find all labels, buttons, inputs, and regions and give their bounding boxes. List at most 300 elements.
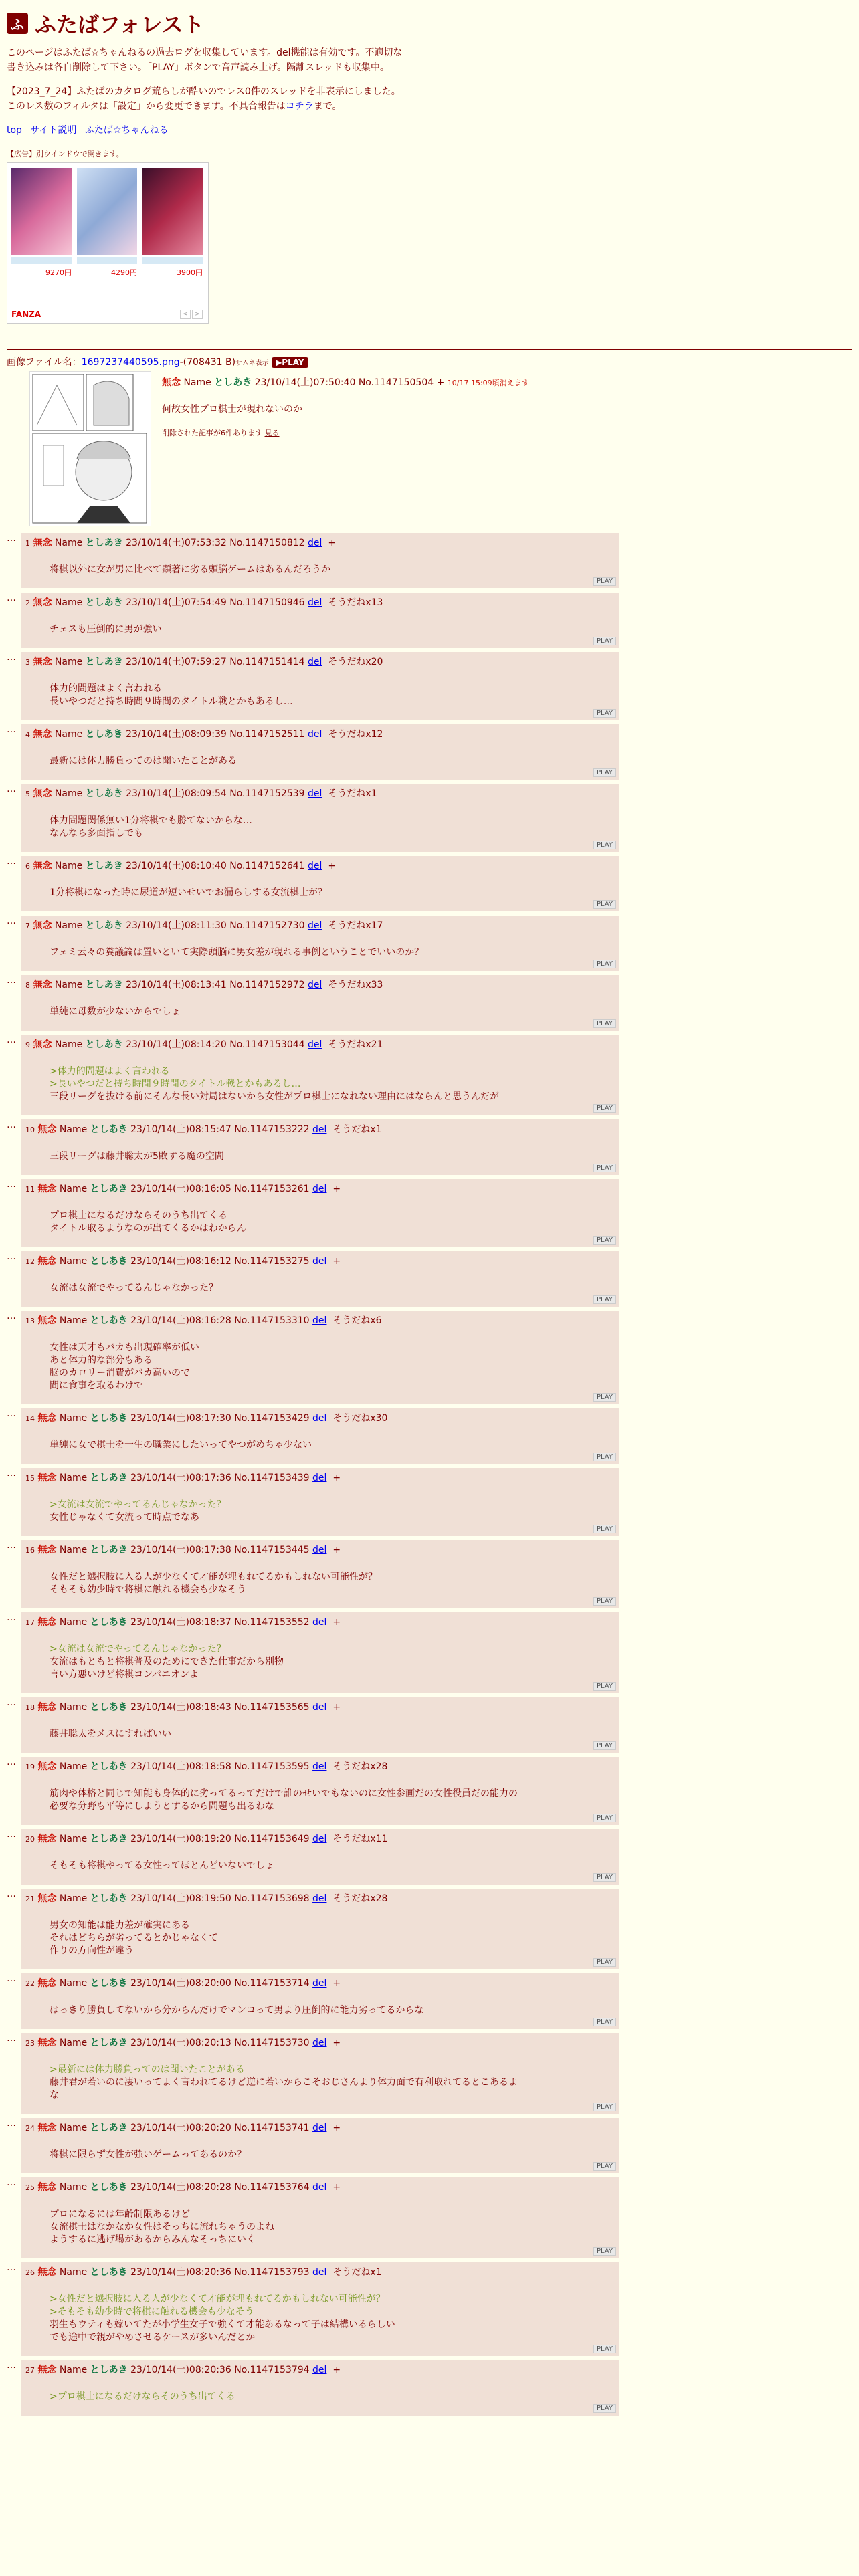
ad-image[interactable]: [77, 168, 137, 255]
comment-line: 将棋に限らず女性が強いゲームってあるのか？: [50, 2149, 247, 2160]
reply-play-button[interactable]: PLAY: [593, 1295, 616, 1304]
reply-index: 13: [25, 1317, 35, 1325]
reply-sodane[interactable]: +: [332, 1184, 341, 1194]
reply-sodane[interactable]: +: [332, 1978, 341, 1989]
reply-sodane[interactable]: そうだねx1: [332, 2267, 382, 2278]
reply-name: としあき: [90, 1184, 128, 1194]
reply-del-link[interactable]: del: [308, 538, 322, 548]
reply-header: [25, 1832, 615, 1845]
reply-del-link[interactable]: del: [308, 597, 322, 608]
reply-del-link[interactable]: del: [308, 657, 322, 667]
reply-del-link[interactable]: del: [312, 1413, 327, 1424]
reply-index: 15: [25, 1474, 35, 1483]
op-number[interactable]: No.1147150504: [358, 377, 434, 388]
reply-sodane[interactable]: +: [332, 1617, 341, 1628]
reply-datetime: 23/10/14(土)07:54:49: [126, 597, 227, 608]
reply-comment: [50, 1341, 615, 1392]
nav-site-info-link[interactable]: サイト説明: [30, 125, 77, 136]
reply-header: [25, 536, 615, 549]
reply-post: [7, 1889, 619, 1969]
reply-post: [7, 2360, 619, 2416]
thumb-label[interactable]: サムネ表示: [235, 360, 269, 367]
reply-marker: …: [7, 593, 16, 603]
reply-marker: …: [7, 2118, 16, 2129]
comment-line: プロ棋士になるだけならそのうち出てくる: [50, 1210, 227, 1221]
reply-box: [21, 784, 619, 852]
reply-number[interactable]: No.1147153310: [234, 1315, 310, 1326]
reply-number[interactable]: No.1147153261: [234, 1184, 310, 1194]
nav-futaba-link[interactable]: ふたば☆ちゃんねる: [84, 125, 169, 136]
comment-line: なんなら多面指しでも: [50, 828, 143, 839]
comment-line: 藤井聡太をメスにすればいい: [50, 1729, 171, 1739]
reply-play-button[interactable]: PLAY: [593, 841, 616, 849]
reply-play-button[interactable]: PLAY: [593, 2345, 616, 2353]
reply-name-label: Name: [54, 538, 83, 548]
reply-name: としあき: [90, 1893, 128, 1904]
reply-name: としあき: [90, 1761, 128, 1772]
reply-comment: [50, 1150, 615, 1163]
reply-header: [25, 1700, 615, 1713]
reply-number[interactable]: No.1147152511: [229, 729, 305, 740]
reply-index: 9: [25, 1041, 30, 1049]
reply-marker: …: [7, 652, 16, 663]
reply-del-link[interactable]: del: [308, 729, 322, 740]
reply-number[interactable]: No.1147153565: [234, 1702, 310, 1713]
reply-index: 12: [25, 1257, 35, 1266]
reply-box: [21, 1697, 619, 1753]
reply-play-button[interactable]: PLAY: [593, 1236, 616, 1245]
manga-thumbnail-image: [30, 372, 151, 526]
reply-post: [7, 1612, 619, 1693]
reply-subject: 無念: [37, 1184, 57, 1194]
reply-name: としあき: [90, 1978, 128, 1989]
reply-del-link[interactable]: del: [312, 1124, 327, 1135]
reply-number[interactable]: No.1147153794: [234, 2365, 310, 2375]
reply-datetime: 23/10/14(土)08:18:43: [130, 1702, 231, 1713]
quote-line: >女流は女流でやってるんじゃなかった？: [50, 1644, 226, 1654]
reply-name-label: Name: [59, 1184, 88, 1194]
reply-comment: [50, 1571, 615, 1596]
reply-number[interactable]: No.1147153649: [234, 1834, 310, 1844]
reply-del-link[interactable]: del: [312, 2267, 327, 2278]
reply-number[interactable]: No.1147153222: [234, 1124, 310, 1135]
reply-comment: [50, 815, 615, 840]
reply-post: [7, 2177, 619, 2258]
op-plus[interactable]: +: [436, 377, 445, 388]
reply-number[interactable]: No.1147153698: [234, 1893, 310, 1904]
intro-paragraph-2: 【2023_7_24】ふたばのカタログ荒らしが酷いのでレス0件のスレッドを非表示にしました。このレス数のフィルタは「設定」から変更できます。不具合報告はコチラまで。: [7, 86, 401, 112]
reply-marker: …: [7, 975, 16, 986]
deleted-notice: 削除された記事が6件あります 見る: [162, 429, 280, 437]
reply-del-link[interactable]: del: [308, 980, 322, 990]
reply-datetime: 23/10/14(土)08:16:05: [130, 1184, 231, 1194]
reply-subject: 無念: [37, 2365, 57, 2375]
reply-datetime: 23/10/14(土)08:19:50: [130, 1893, 231, 1904]
reply-marker: …: [7, 1179, 16, 1190]
ad-item[interactable]: [77, 168, 137, 278]
reply-play-button[interactable]: PLAY: [593, 1525, 616, 1533]
reply-comment: [50, 946, 615, 959]
reply-play-button[interactable]: PLAY: [593, 1164, 616, 1172]
reply-del-link[interactable]: del: [312, 1702, 327, 1713]
reply-sodane[interactable]: +: [332, 2038, 341, 2048]
reply-del-link[interactable]: del: [312, 2123, 327, 2133]
reply-number[interactable]: No.1147153044: [229, 1039, 305, 1050]
reply-name-label: Name: [59, 1978, 88, 1989]
op-thumbnail[interactable]: [29, 371, 151, 526]
ad-caption-bar: [77, 257, 137, 264]
comment-line: 男女の知能は能力差が確実にある: [50, 1920, 190, 1931]
reply-post: [7, 1697, 619, 1753]
reply-name: としあき: [90, 2123, 128, 2133]
reply-header: [25, 1182, 615, 1195]
reply-number[interactable]: No.1147153429: [234, 1413, 310, 1424]
reply-name: としあき: [90, 2365, 128, 2375]
reply-header: [25, 727, 615, 740]
reply-index: 19: [25, 1763, 35, 1772]
comment-line: 女性だと選択肢に入る人が少なくて才能が埋もれてるかもしれない可能性が？: [50, 1572, 377, 1582]
reply-number[interactable]: No.1147153730: [234, 2038, 310, 2048]
reply-number[interactable]: No.1147153595: [234, 1761, 310, 1772]
reply-name: としあき: [85, 729, 123, 740]
site-title: ふたばフォレスト: [35, 12, 205, 37]
reply-name-label: Name: [59, 1893, 88, 1904]
reply-index: 26: [25, 2268, 35, 2277]
comment-line: フェミ云々の糞議論は置いといて実際頭脳に男女差が現れる事例ということでいいのか？: [50, 947, 424, 958]
reply-index: 11: [25, 1185, 35, 1194]
op-play-button[interactable]: ▶PLAY: [272, 357, 308, 368]
reply-sodane[interactable]: そうだねx30: [332, 1413, 388, 1424]
comment-line: 女流はもともと将棋普及のためにできた仕事だから別物: [50, 1656, 284, 1667]
reply-name: としあき: [90, 1617, 128, 1628]
comment-line: プロになるには年齢制限あるけど: [50, 2209, 190, 2220]
comment-line: 最新には体力勝負ってのは聞いたことがある: [50, 756, 237, 766]
reply-marker: …: [7, 1311, 16, 1321]
reply-play-button[interactable]: PLAY: [593, 1453, 616, 1461]
reply-datetime: 23/10/14(土)08:14:20: [126, 1039, 227, 1050]
reply-del-link[interactable]: del: [312, 1834, 327, 1844]
reply-name-label: Name: [59, 2365, 88, 2375]
reply-play-button[interactable]: PLAY: [593, 1597, 616, 1606]
reply-box: [21, 1612, 619, 1693]
reply-header: [25, 1313, 615, 1327]
reply-header: [25, 978, 615, 991]
reply-del-link[interactable]: del: [312, 1184, 327, 1194]
reply-index: 14: [25, 1414, 35, 1423]
reply-box: [21, 1119, 619, 1175]
ad-caption-bar: [11, 257, 72, 264]
reply-del-link[interactable]: del: [312, 1315, 327, 1326]
site-logo-icon: ふ: [7, 13, 28, 34]
reply-index: 21: [25, 1895, 35, 1903]
reply-sodane[interactable]: そうだねx17: [328, 920, 383, 931]
reply-post: [7, 1757, 619, 1825]
reply-marker: …: [7, 1697, 16, 1708]
reply-play-button[interactable]: PLAY: [593, 1873, 616, 1882]
reply-play-button[interactable]: PLAY: [593, 1741, 616, 1750]
reply-index: 4: [25, 730, 30, 739]
reply-index: 6: [25, 862, 30, 871]
reply-play-button[interactable]: PLAY: [593, 2103, 616, 2111]
reply-sodane[interactable]: そうだねx1: [332, 1124, 382, 1135]
comment-line: タイトル取るようなのが出てくるかはわからん: [50, 1223, 246, 1234]
reply-del-link[interactable]: del: [312, 1473, 327, 1483]
ad-banner[interactable]: [7, 162, 209, 324]
reply-number[interactable]: No.1147153793: [234, 2267, 310, 2278]
reply-del-link[interactable]: del: [308, 788, 322, 799]
reply-marker: …: [7, 1119, 16, 1130]
reply-subject: 無念: [37, 1834, 57, 1844]
reply-marker: …: [7, 1251, 16, 1262]
nav-top-link[interactable]: top: [7, 125, 22, 136]
op-post: [7, 371, 852, 526]
reply-box: [21, 724, 619, 780]
reply-number[interactable]: No.1147151414: [229, 657, 305, 667]
reply-sodane[interactable]: +: [332, 2365, 341, 2375]
reply-name-label: Name: [59, 2038, 88, 2048]
reply-post: [7, 724, 619, 780]
reply-name-label: Name: [59, 1473, 88, 1483]
reply-number[interactable]: No.1147153764: [234, 2182, 310, 2193]
reply-play-button[interactable]: PLAY: [593, 1019, 616, 1028]
op-header: [162, 375, 529, 389]
reply-play-button[interactable]: PLAY: [593, 709, 616, 718]
reply-name: としあき: [90, 1473, 128, 1483]
reply-name: としあき: [85, 980, 123, 990]
reply-play-button[interactable]: PLAY: [593, 900, 616, 909]
reply-play-button[interactable]: PLAY: [593, 2247, 616, 2256]
reply-marker: …: [7, 1408, 16, 1419]
reply-datetime: 23/10/14(土)08:20:36: [130, 2365, 231, 2375]
reply-header: [25, 786, 615, 800]
quote-line: >そもそも幼少時で将棋に触れる機会も少なそう: [50, 2306, 254, 2317]
reply-number[interactable]: No.1147150812: [229, 538, 305, 548]
reply-sodane[interactable]: そうだねx1: [328, 788, 377, 799]
ad-image[interactable]: [11, 168, 72, 255]
reply-header: [25, 1759, 615, 1773]
reply-comment: [50, 2293, 615, 2344]
reply-box: [21, 1408, 619, 1464]
reply-subject: 無念: [37, 1315, 57, 1326]
comment-line: 作りの方向性が違う: [50, 1945, 134, 1956]
reply-datetime: 23/10/14(土)08:16:28: [130, 1315, 231, 1326]
reply-del-link[interactable]: del: [312, 1893, 327, 1904]
reply-del-link[interactable]: del: [308, 1039, 322, 1050]
comment-line: そもそも幼少時で将棋に触れる機会も少なそう: [50, 1584, 246, 1595]
reply-header: [25, 1615, 615, 1628]
reply-marker: …: [7, 2177, 16, 2188]
reply-sodane[interactable]: そうだねx13: [328, 597, 383, 608]
comment-line: 藤井君が若いのに凄いってよく言われてるけど逆に若いからこそおじさんより体力面で有利取れてるとこあるよ: [50, 2077, 518, 2088]
ad-next-icon[interactable]: >: [192, 310, 203, 319]
quote-line: >プロ棋士になるだけならそのうち出てくる: [50, 2391, 235, 2402]
reply-sodane[interactable]: +: [332, 1545, 341, 1555]
reply-subject: 無念: [33, 597, 52, 608]
reply-index: 5: [25, 790, 30, 798]
reply-number[interactable]: No.1147153439: [234, 1473, 310, 1483]
comment-line: 必要な分野も平等にしようとするから問題も出るわな: [50, 1801, 274, 1812]
reply-number[interactable]: No.1147152539: [229, 788, 305, 799]
reply-number[interactable]: No.1147153552: [234, 1617, 310, 1628]
reply-comment: [50, 1788, 615, 1813]
reply-sodane[interactable]: +: [332, 1473, 341, 1483]
reply-sodane[interactable]: そうだねx12: [328, 729, 383, 740]
reply-sodane[interactable]: そうだねx21: [328, 1039, 383, 1050]
reply-post: [7, 533, 619, 588]
reply-sodane[interactable]: そうだねx33: [328, 980, 383, 990]
reply-number[interactable]: No.1147152730: [229, 920, 305, 931]
reply-marker: …: [7, 1468, 16, 1479]
comment-line: 女流は女流でやってるんじゃなかった？: [50, 1283, 218, 1293]
reply-play-button[interactable]: PLAY: [593, 577, 616, 586]
reply-comment: [50, 1006, 615, 1018]
file-meta: -(708431 B): [179, 357, 236, 368]
reply-number[interactable]: No.1147152972: [229, 980, 305, 990]
reply-datetime: 23/10/14(土)08:10:40: [126, 861, 227, 871]
reply-subject: 無念: [33, 861, 52, 871]
reply-del-link[interactable]: del: [312, 1256, 327, 1267]
reply-del-link[interactable]: del: [308, 920, 322, 931]
reply-sodane[interactable]: +: [328, 538, 337, 548]
ad-brand-logo[interactable]: FANZA: [11, 310, 41, 319]
reply-subject: 無念: [37, 1702, 57, 1713]
reply-number[interactable]: No.1147150946: [229, 597, 305, 608]
reply-number[interactable]: No.1147153714: [234, 1978, 310, 1989]
reply-number[interactable]: No.1147152641: [229, 861, 305, 871]
reply-box: [21, 533, 619, 588]
reply-number[interactable]: No.1147153275: [234, 1256, 310, 1267]
ad-prev-icon[interactable]: <: [180, 310, 191, 319]
reply-play-button[interactable]: PLAY: [593, 1393, 616, 1402]
site-header: [7, 8, 852, 39]
reply-datetime: 23/10/14(土)08:20:36: [130, 2267, 231, 2278]
reply-index: 24: [25, 2124, 35, 2133]
reply-play-button[interactable]: PLAY: [593, 768, 616, 777]
ad-item[interactable]: [142, 168, 203, 278]
reply-name: としあき: [90, 2038, 128, 2048]
report-link[interactable]: コチラ: [285, 101, 314, 112]
reply-index: 7: [25, 922, 30, 930]
reply-sodane[interactable]: +: [332, 1702, 341, 1713]
reply-name-label: Name: [54, 920, 83, 931]
reply-post: [7, 856, 619, 911]
comment-line: 三段リーグを抜ける前にそんな長い対局はないから女性がプロ棋士になれない理由にはならんと思うんだが: [50, 1091, 499, 1102]
reply-post: [7, 975, 619, 1031]
reply-post: [7, 2118, 619, 2173]
top-nav: [7, 123, 852, 136]
reply-marker: …: [7, 2262, 16, 2273]
reply-index: 3: [25, 658, 30, 667]
reply-play-button[interactable]: PLAY: [593, 637, 616, 645]
reply-del-link[interactable]: del: [312, 2038, 327, 2048]
reply-sodane[interactable]: そうだねx11: [332, 1834, 388, 1844]
reply-del-link[interactable]: del: [312, 1545, 327, 1555]
reply-datetime: 23/10/14(土)07:59:27: [126, 657, 227, 667]
reply-sodane[interactable]: +: [332, 2182, 341, 2193]
reply-sodane[interactable]: そうだねx28: [332, 1893, 388, 1904]
reply-post: [7, 1311, 619, 1404]
reply-comment: [50, 683, 615, 708]
reply-sodane[interactable]: そうだねx28: [332, 1761, 388, 1772]
comment-line: でも途中で親がやめさせるケースが多いんだとか: [50, 2332, 256, 2343]
reply-subject: 無念: [37, 1256, 57, 1267]
reply-datetime: 23/10/14(土)08:17:38: [130, 1545, 231, 1555]
reply-subject: 無念: [37, 1545, 57, 1555]
reply-play-button[interactable]: PLAY: [593, 2162, 616, 2171]
reply-marker: …: [7, 1757, 16, 1767]
intro: [7, 45, 852, 114]
reply-box: [21, 593, 619, 648]
deleted-view-link[interactable]: 見る: [264, 429, 280, 437]
reply-play-button[interactable]: PLAY: [593, 2018, 616, 2026]
reply-number[interactable]: No.1147153741: [234, 2123, 310, 2133]
reply-play-button[interactable]: PLAY: [593, 1104, 616, 1113]
reply-header: [25, 1976, 615, 1990]
reply-subject: 無念: [37, 2182, 57, 2193]
quote-line: >長いやつだと持ち時間９時間のタイトル戦とかもあるし…: [50, 1079, 301, 1089]
reply-datetime: 23/10/14(土)08:13:41: [126, 980, 227, 990]
reply-comment: [50, 1065, 615, 1103]
op-comment: 何故女性プロ棋士が現れないのか: [162, 404, 302, 415]
reply-del-link[interactable]: del: [312, 2365, 327, 2375]
reply-name: としあき: [90, 1545, 128, 1555]
reply-post: [7, 593, 619, 648]
reply-play-button[interactable]: PLAY: [593, 1958, 616, 1967]
comment-line: 女性は天才もバカも出現確率が低い: [50, 1342, 199, 1353]
reply-datetime: 23/10/14(土)08:20:20: [130, 2123, 231, 2133]
reply-post: [7, 652, 619, 720]
reply-play-button[interactable]: PLAY: [593, 1814, 616, 1822]
comment-line: 将棋以外に女が男に比べて顕著に劣る頭脳ゲームはあるんだろうか: [50, 564, 330, 575]
op-file-line: [7, 355, 852, 368]
reply-sodane[interactable]: +: [332, 2123, 341, 2133]
reply-number[interactable]: No.1147153445: [234, 1545, 310, 1555]
file-link[interactable]: 1697237440595.png: [81, 357, 180, 368]
ad-price: 4290円: [111, 268, 137, 277]
ad-item[interactable]: [11, 168, 72, 278]
reply-comment: [50, 1860, 615, 1872]
reply-name: としあき: [90, 1702, 128, 1713]
reply-subject: 無念: [37, 1617, 57, 1628]
reply-box: [21, 1757, 619, 1825]
reply-box: [21, 1829, 619, 1885]
reply-index: 18: [25, 1703, 35, 1712]
reply-header: [25, 1037, 615, 1051]
reply-del-link[interactable]: del: [312, 1978, 327, 1989]
comment-line: そもそも将棋やってる女性ってほとんどいないでしょ: [50, 1860, 274, 1871]
reply-name-label: Name: [59, 1702, 88, 1713]
reply-marker: …: [7, 1973, 16, 1984]
reply-sodane[interactable]: そうだねx6: [332, 1315, 382, 1326]
reply-del-link[interactable]: del: [312, 1617, 327, 1628]
reply-del-link[interactable]: del: [308, 861, 322, 871]
reply-name: としあき: [90, 1834, 128, 1844]
reply-sodane[interactable]: そうだねx20: [328, 657, 383, 667]
reply-play-button[interactable]: PLAY: [593, 2404, 616, 2413]
ad-image[interactable]: [142, 168, 203, 255]
reply-play-button[interactable]: PLAY: [593, 1682, 616, 1691]
reply-del-link[interactable]: del: [312, 1761, 327, 1772]
reply-sodane[interactable]: +: [332, 1256, 341, 1267]
reply-header: [25, 595, 615, 609]
comment-line: チェスも圧倒的に男が強い: [50, 624, 162, 635]
comment-line: はっきり勝負してないから分からんだけでマンコって男より圧倒的に能力劣ってるからな: [50, 2005, 424, 2016]
reply-sodane[interactable]: +: [328, 861, 337, 871]
reply-play-button[interactable]: PLAY: [593, 960, 616, 968]
reply-del-link[interactable]: del: [312, 2182, 327, 2193]
reply-name-label: Name: [59, 1761, 88, 1772]
quote-line: >最新には体力勝負ってのは聞いたことがある: [50, 2064, 245, 2075]
